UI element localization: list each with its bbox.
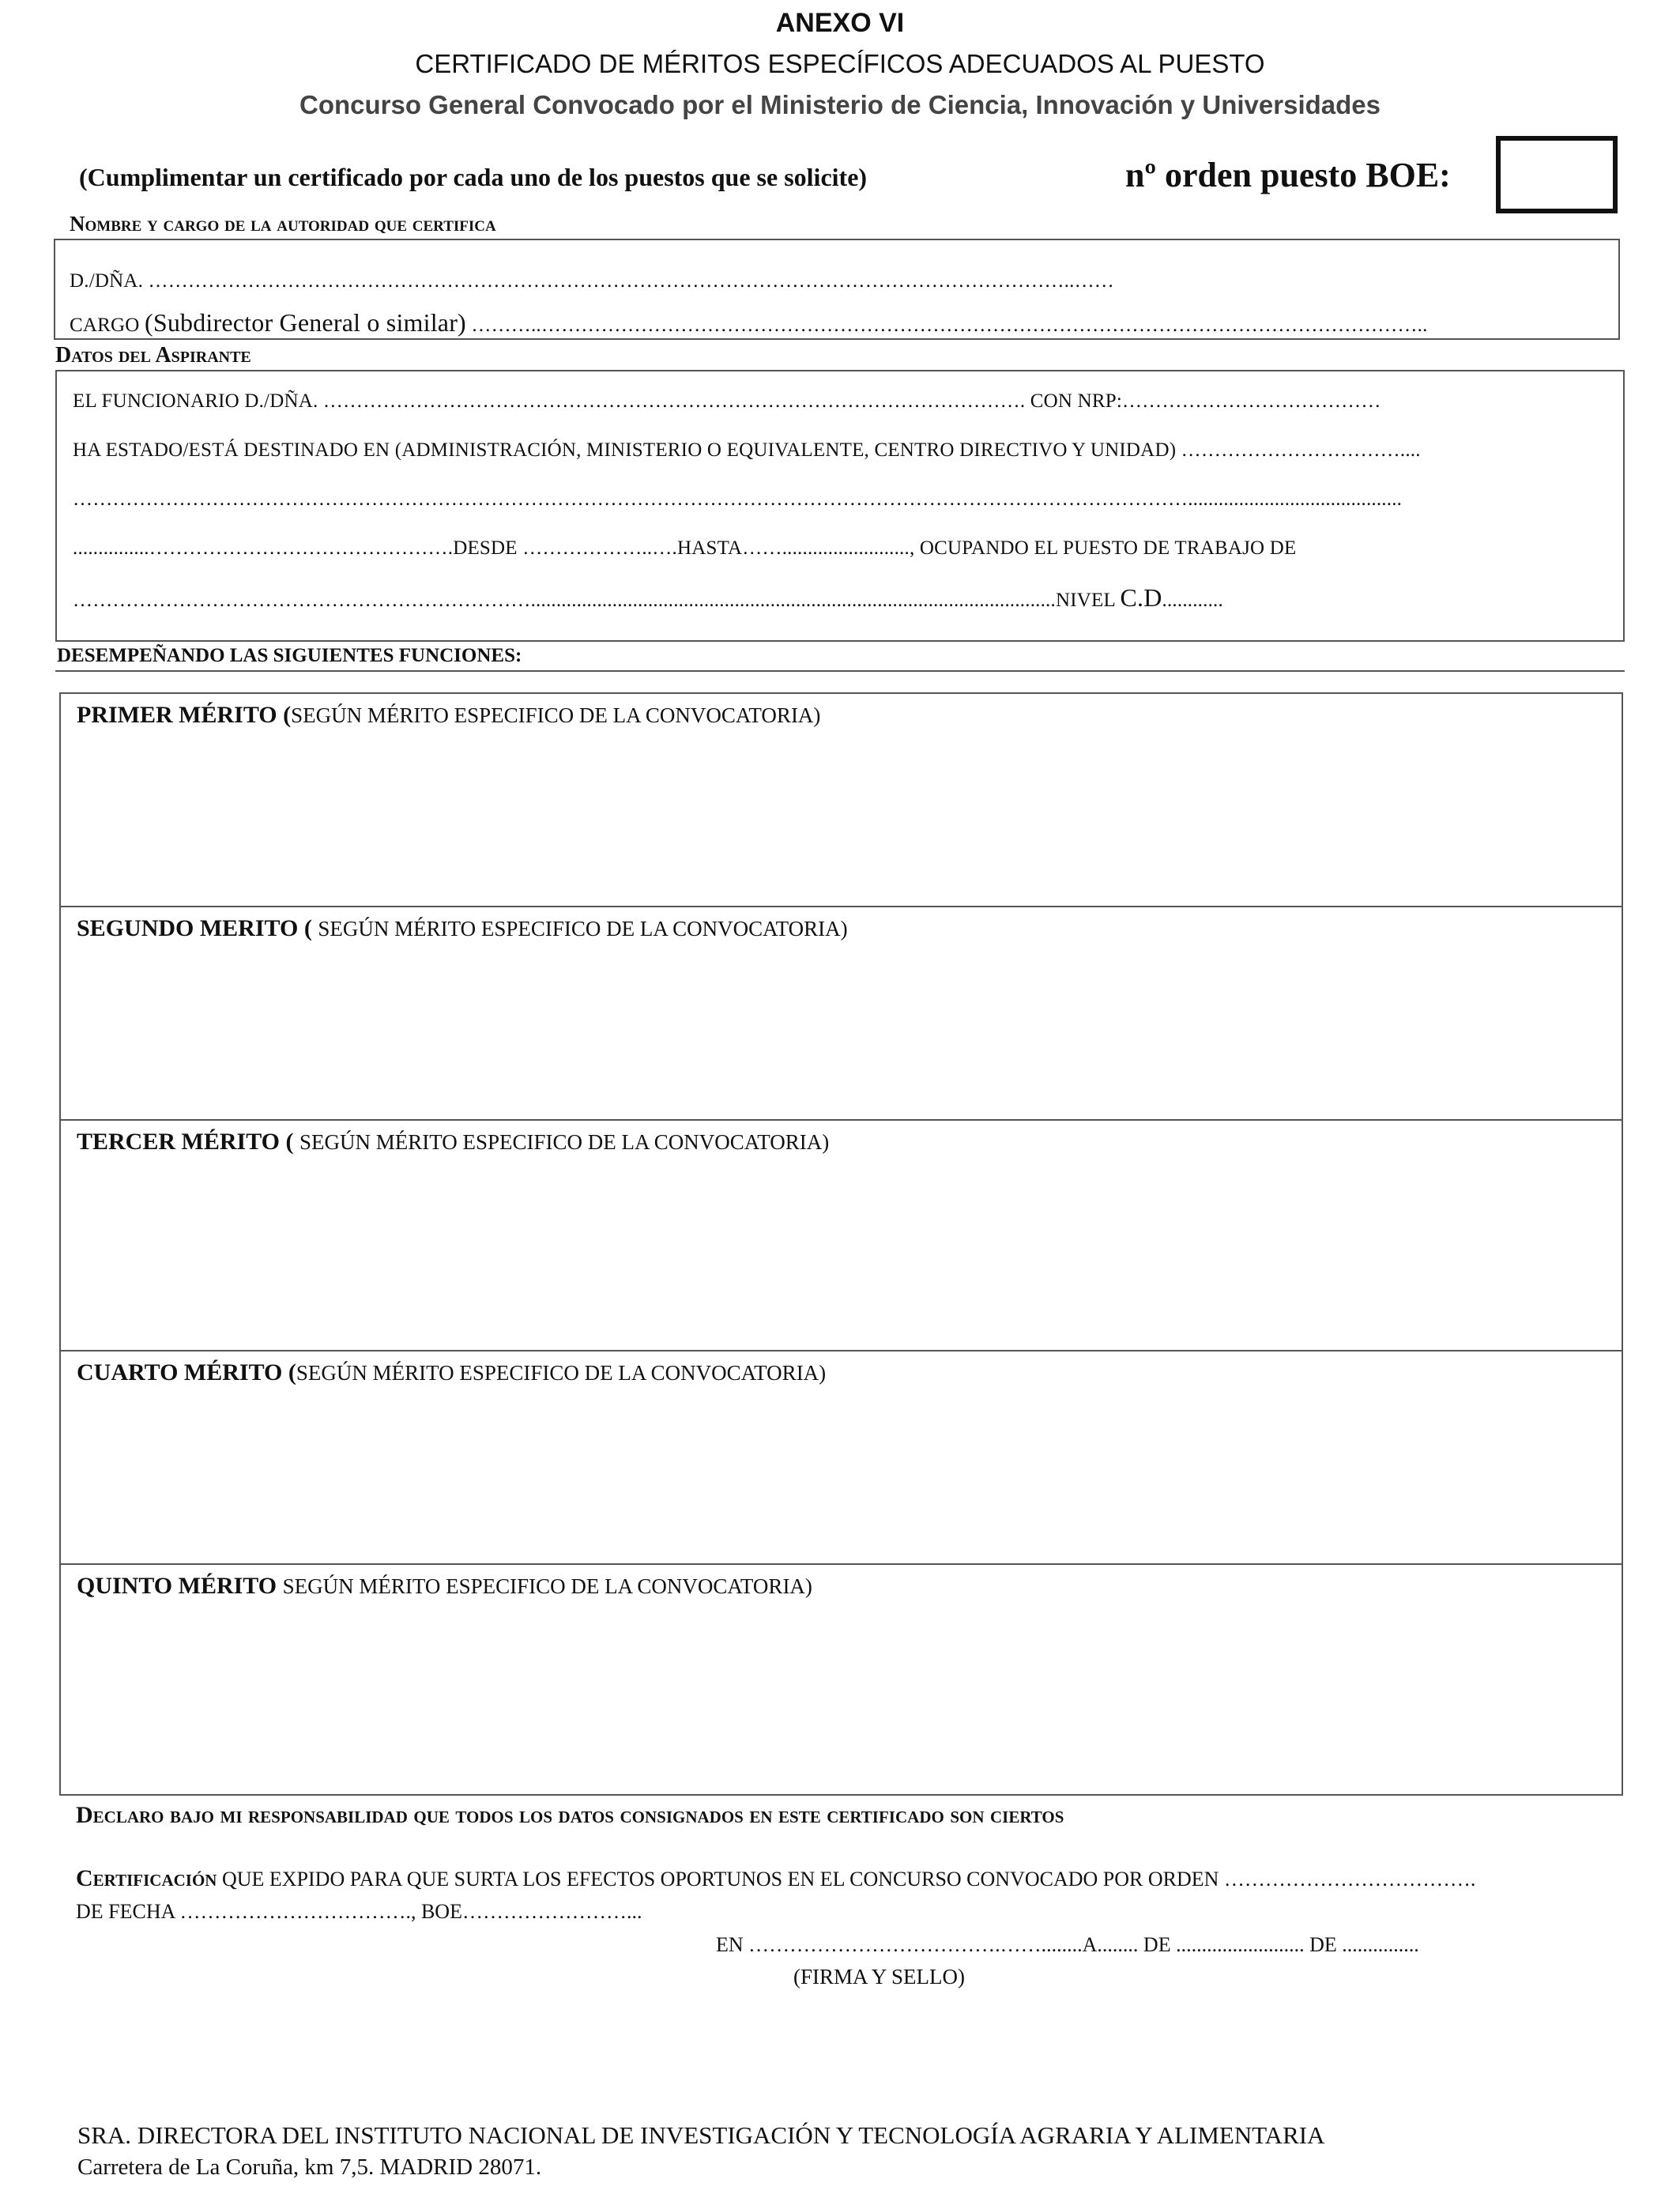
- footer-recipient: SRA. DIRECTORA DEL INSTITUTO NACIONAL DE INVESTIGACIÓN Y TECNOLOGÍA AGRARIA Y ALIMENTARIA: [77, 2121, 1325, 2149]
- merit-box-5[interactable]: [59, 1563, 1623, 1796]
- order-number-box[interactable]: [1496, 136, 1618, 213]
- authority-heading: Nombre y cargo de la autoridad que certifica: [70, 212, 496, 236]
- cargo-dots: ………..……………………………………………………………………………………………………………………..: [471, 315, 1428, 336]
- functions-divider: [55, 670, 1625, 672]
- declaration-text: Declaro bajo mi responsabilidad que todos los datos consignados en este certificado son ciertos: [76, 1802, 1064, 1828]
- merit-label: TERCER MÉRITO (: [77, 1129, 299, 1155]
- document-title: CERTIFICADO DE MÉRITOS ESPECÍFICOS ADECUADOS AL PUESTO: [415, 49, 1265, 78]
- certification-line-1[interactable]: [76, 1865, 1475, 1892]
- applicant-post-field[interactable]: [73, 583, 1223, 613]
- certification-order-field: QUE EXPIDO PARA QUE SURTA LOS EFECTOS OPORTUNOS EN EL CONCURSO CONVOCADO POR ORDEN ……………………………….: [217, 1868, 1476, 1891]
- signature-label: (FIRMA Y SELLO): [793, 1965, 966, 1989]
- annex-title: ANEXO VI: [775, 8, 905, 38]
- merit-label: PRIMER MÉRITO (: [77, 702, 292, 728]
- merit-detail: SEGÚN MÉRITO ESPECIFICO DE LA CONVOCATORIA): [291, 703, 821, 727]
- post-dots: …………………………………………………………….......................................................................................................NIVEL: [73, 590, 1115, 611]
- merit-label: CUARTO MÉRITO (: [77, 1359, 296, 1385]
- functions-heading: DESEMPEÑANDO LAS SIGUIENTES FUNCIONES:: [57, 645, 522, 666]
- cargo-label: CARGO: [70, 315, 140, 336]
- merit-box-3[interactable]: [59, 1119, 1623, 1351]
- nivel-cd-label: C.D: [1120, 583, 1162, 612]
- nivel-cd-dots: ............: [1162, 590, 1223, 611]
- cargo-hint: (Subdirector General o similar): [144, 308, 466, 337]
- authority-cargo-field[interactable]: [70, 308, 1428, 337]
- authority-box: [54, 239, 1620, 340]
- instruction-text: (Cumplimentar un certificado por cada uno de los puestos que se solicite): [79, 163, 868, 191]
- applicant-dates-field[interactable]: ...............……………………………………….DESDE ………………..….HASTA……........................., OCUPANDO EL PUESTO DE TRABAJO DE: [73, 537, 1297, 559]
- merit-detail: SEGÚN MÉRITO ESPECIFICO DE LA CONVOCATORIA): [282, 1574, 812, 1598]
- merit-box-4[interactable]: [59, 1350, 1623, 1565]
- applicant-heading: Datos del Aspirante: [55, 343, 251, 368]
- applicant-destination-continued[interactable]: ……………………………………………………………………………………………………………………………………………………..........................................: [73, 488, 1403, 510]
- merit-detail: SEGÚN MÉRITO ESPECIFICO DE LA CONVOCATORIA): [318, 917, 848, 941]
- applicant-box: [55, 370, 1625, 642]
- authority-name-field[interactable]: D./DÑA. …………………………………………………………………………………………………………………………..……: [70, 270, 1115, 292]
- merit-box-1[interactable]: [59, 692, 1623, 907]
- order-number-label: nº orden puesto BOE:: [1125, 156, 1451, 194]
- footer-address: Carretera de La Coruña, km 7,5. MADRID 28071.: [77, 2154, 542, 2180]
- certification-date-field[interactable]: DE FECHA ……………………………., BOE……………………...: [76, 1900, 642, 1923]
- applicant-destination-field[interactable]: HA ESTADO/ESTÁ DESTINADO EN (ADMINISTRACIÓN, MINISTERIO O EQUIVALENTE, CENTRO DIRECTIVO Y UNIDAD) ……………………………....: [73, 439, 1421, 461]
- certification-label: Certificación: [76, 1865, 217, 1891]
- merit-detail: SEGÚN MÉRITO ESPECIFICO DE LA CONVOCATORIA): [299, 1130, 830, 1154]
- certification-place-date-field[interactable]: EN ……………………………….……........A........ DE ......................... DE ...............: [716, 1933, 1419, 1956]
- merit-label: QUINTO MÉRITO: [77, 1573, 283, 1599]
- merit-label: SEGUNDO MERITO (: [77, 915, 318, 941]
- document-subtitle: Concurso General Convocado por el Ministerio de Ciencia, Innovación y Universidades: [299, 90, 1381, 119]
- merit-detail: SEGÚN MÉRITO ESPECIFICO DE LA CONVOCATORIA): [296, 1361, 827, 1385]
- merit-box-2[interactable]: [59, 906, 1623, 1121]
- applicant-name-field[interactable]: EL FUNCIONARIO D./DÑA. ……………………………………………………………………………………………. CON NRP:…………………………………: [73, 390, 1381, 412]
